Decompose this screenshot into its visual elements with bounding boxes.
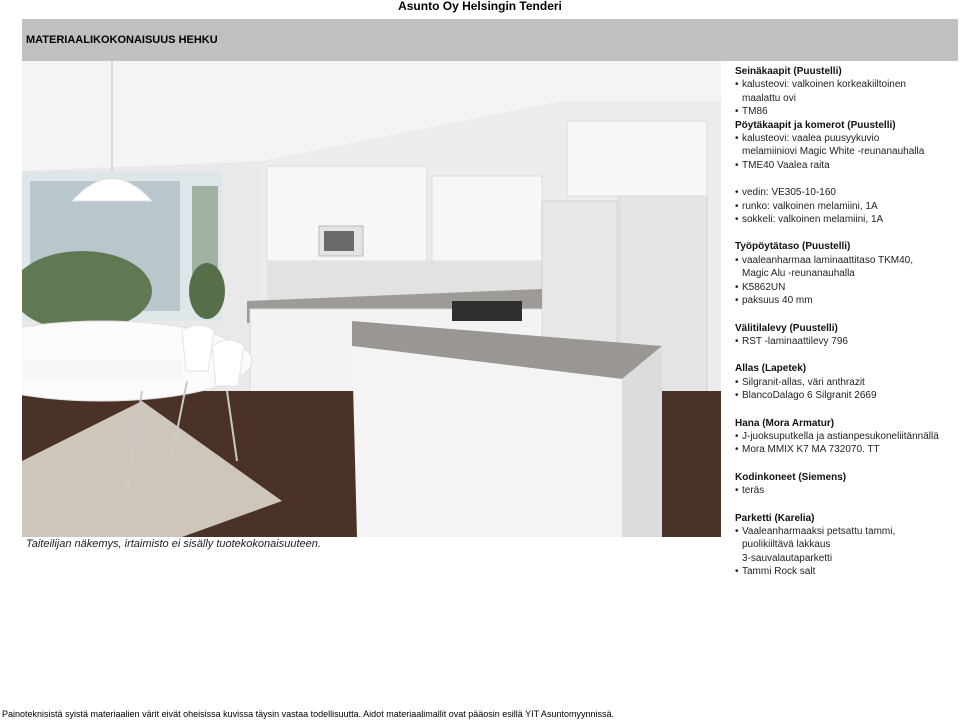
spec-item [735, 78, 958, 105]
spec-item [735, 376, 958, 389]
spec-item-line: Silgranit-allas, väri anthrazit [742, 376, 865, 388]
spec-group-title: Parketti (Karelia) [735, 512, 815, 524]
spec-group-title: Kodinkoneet (Siemens) [735, 471, 847, 483]
spec-item-text [742, 213, 883, 226]
spec-group [735, 471, 958, 498]
spec-group [735, 186, 958, 226]
section-header [22, 19, 958, 61]
spec-group [735, 417, 958, 457]
spec-group-title: Pöytäkaapit ja komerot (Puustelli) [735, 119, 896, 131]
spec-item [735, 105, 958, 118]
spec-item-line: BlancoDalago 6 Silgranit 2669 [742, 390, 877, 402]
spec-item [735, 132, 958, 159]
spec-item-line: teräs [742, 485, 765, 497]
bullet-icon: • [735, 566, 739, 578]
spec-item [735, 389, 958, 402]
spec-item-line: melamiiniovi Magic White -reunanauhalla [742, 146, 925, 158]
spec-group [735, 119, 958, 173]
spec-item-text [742, 430, 939, 443]
bullet-icon: • [735, 295, 739, 307]
bullet-icon: • [735, 159, 739, 171]
spec-item [735, 186, 958, 199]
spec-item-text [742, 335, 848, 348]
bullet-icon: • [735, 187, 739, 199]
spec-item-text [742, 186, 836, 199]
spec-item-line: puolikiiltävä lakkaus [742, 539, 831, 551]
spec-item [735, 484, 958, 497]
spec-item-line: Magic Alu -reunanauhalla [742, 268, 855, 280]
spec-item-text [742, 443, 880, 456]
spec-group [735, 512, 958, 579]
spec-item [735, 281, 958, 294]
spec-item-line: Tammi Rock salt [742, 566, 816, 578]
spec-item-line: Vaaleanharmaaksi petsattu tammi, [742, 525, 896, 537]
spec-item [735, 525, 958, 565]
spec-item-line: vedin: VE305-10-160 [742, 187, 836, 199]
spec-item-line: sokkeli: valkoinen melamiini, 1A [742, 214, 884, 226]
spec-item-text [742, 525, 895, 565]
spec-item-text [742, 105, 768, 118]
bullet-icon: • [735, 525, 739, 537]
spec-item [735, 430, 958, 443]
bullet-icon: • [735, 376, 739, 388]
spec-item-line: maalattu ovi [742, 92, 796, 104]
document-title: Asunto Oy Helsingin Tenderi [398, 0, 562, 13]
material-specs-panel [721, 61, 958, 701]
bullet-icon: • [735, 444, 739, 456]
spec-item-line: kalusteovi: vaalea puusyykuvio [742, 133, 880, 145]
spec-item-line: Mora MMIX K7 MA 732070. TT [742, 444, 880, 456]
spec-item [735, 565, 958, 578]
section-title: MATERIAALIKOKONAISUUS HEHKU [26, 34, 218, 46]
footer-disclaimer: Painoteknisistä syistä materiaalien värit eivät oheisissa kuvissa täysin vastaa todellisuutta. Aidot materiaalimallit ovat pääosin esillä YIT Asuntomyynnissä. [2, 709, 614, 719]
spec-item [735, 200, 958, 213]
spec-item [735, 159, 958, 172]
spec-item-text [742, 200, 878, 213]
spec-item-line: TM86 [742, 106, 768, 118]
spec-item-text [742, 159, 830, 172]
bullet-icon: • [735, 200, 739, 212]
bullet-icon: • [735, 390, 739, 402]
spec-item-line: runko: valkoinen melamiini, 1A [742, 200, 878, 212]
spec-groups [735, 65, 958, 579]
bullet-icon: • [735, 79, 739, 91]
spec-group-title: Seinäkaapit (Puustelli) [735, 66, 842, 77]
bullet-icon: • [735, 214, 739, 226]
kitchen-rendering-image [22, 61, 721, 537]
bullet-icon: • [735, 335, 739, 347]
spec-item-text [742, 281, 785, 294]
kitchen-illustration [22, 61, 721, 537]
spec-item-line: vaaleanharmaa laminaattitaso TKM40, [742, 254, 914, 266]
spec-item-line: J-juoksuputkella ja astianpesukoneliitännällä [742, 430, 939, 442]
spec-item-text [742, 78, 906, 105]
spec-group [735, 240, 958, 307]
spec-item-text [742, 254, 913, 281]
spec-item-line: K5862UN [742, 281, 786, 293]
spec-item [735, 294, 958, 307]
bullet-icon: • [735, 254, 739, 266]
spec-item-line: TME40 Vaalea raita [742, 159, 830, 171]
spec-group [735, 322, 958, 349]
spec-item-line: 3-sauvalautaparketti [742, 552, 833, 564]
spec-group-title: Välitilalevy (Puustelli) [735, 322, 838, 334]
spec-item-text [742, 484, 764, 497]
spec-item-line: paksuus 40 mm [742, 295, 813, 307]
spec-item-line: kalusteovi: valkoinen korkeakiiltoinen [742, 79, 906, 91]
spec-item-text [742, 294, 813, 307]
bullet-icon: • [735, 106, 739, 118]
bullet-icon: • [735, 133, 739, 145]
spec-group [735, 65, 958, 119]
spec-group [735, 362, 958, 402]
bullet-icon: • [735, 430, 739, 442]
spec-item-text [742, 389, 877, 402]
spec-item-text [742, 132, 924, 159]
bullet-icon: • [735, 281, 739, 293]
spec-group-title: Työpöytätaso (Puustelli) [735, 241, 851, 253]
bullet-icon: • [735, 485, 739, 497]
spec-item [735, 213, 958, 226]
spec-item-line: RST -laminaattilevy 796 [742, 335, 848, 347]
spec-item-text [742, 376, 865, 389]
spec-item [735, 254, 958, 281]
image-caption: Taiteilijan näkemys, irtaimisto ei sisälly tuotekokonaisuuteen. [26, 538, 321, 550]
spec-group-title: Hana (Mora Armatur) [735, 417, 835, 429]
spec-item [735, 443, 958, 456]
spec-item-text [742, 565, 815, 578]
spec-item [735, 335, 958, 348]
spec-group-title: Allas (Lapetek) [735, 363, 807, 375]
